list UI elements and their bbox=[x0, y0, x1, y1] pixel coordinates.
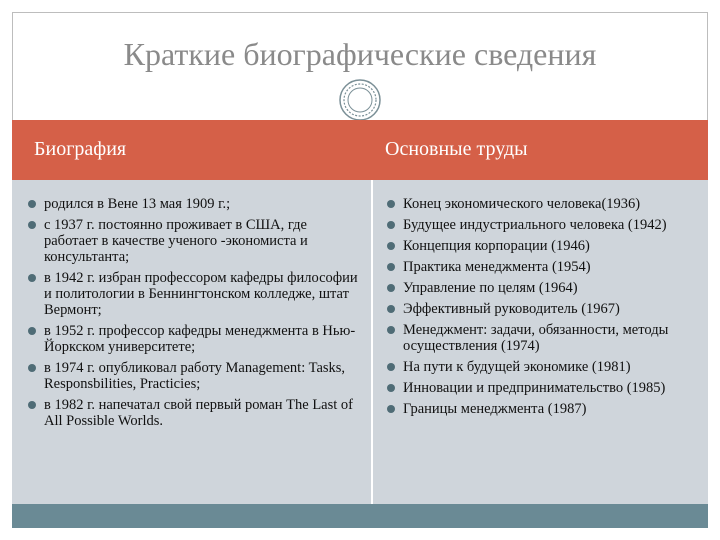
list-item: в 1982 г. напечатал свой первый роман The Last of All Possible Worlds. bbox=[28, 397, 360, 429]
bullet-icon bbox=[28, 221, 36, 229]
column-divider bbox=[371, 180, 373, 504]
list-item: Конец экономического человека(1936) bbox=[387, 196, 697, 212]
list-item: в 1974 г. опубликовал работу Management: Tasks, Responsbilities, Practicies; bbox=[28, 360, 360, 392]
biography-list bbox=[28, 196, 360, 434]
bullet-icon bbox=[387, 326, 395, 334]
list-item: в 1952 г. профессор кафедры менеджмента в Нью-Йоркском университете; bbox=[28, 323, 360, 355]
header-biography: Биография bbox=[34, 138, 127, 160]
bullet-icon bbox=[387, 263, 395, 271]
list-item: Будущее индустриального человека (1942) bbox=[387, 217, 697, 233]
list-item: Практика менеджмента (1954) bbox=[387, 259, 697, 275]
bullet-icon bbox=[387, 363, 395, 371]
circle-ornament-icon bbox=[338, 78, 382, 122]
bullet-icon bbox=[387, 200, 395, 208]
bullet-icon bbox=[387, 242, 395, 250]
bullet-icon bbox=[28, 327, 36, 335]
list-item: родился в Вене 13 мая 1909 г.; bbox=[28, 196, 360, 212]
list-item: Границы менеджмента (1987) bbox=[387, 401, 697, 417]
list-item: Эффективный руководитель (1967) bbox=[387, 301, 697, 317]
bullet-icon bbox=[28, 200, 36, 208]
bullet-icon bbox=[387, 384, 395, 392]
list-item: Управление по целям (1964) bbox=[387, 280, 697, 296]
header-main-works: Основные труды bbox=[385, 138, 528, 160]
list-item: Менеджмент: задачи, обязанности, методы осуществления (1974) bbox=[387, 322, 697, 354]
table-body bbox=[12, 180, 708, 504]
bullet-icon bbox=[387, 221, 395, 229]
bullet-icon bbox=[387, 405, 395, 413]
list-item: Инновации и предпринимательство (1985) bbox=[387, 380, 697, 396]
bullet-icon bbox=[387, 284, 395, 292]
bullet-icon bbox=[28, 401, 36, 409]
slide-title: Краткие биографические сведения bbox=[123, 36, 597, 72]
list-item: Концепция корпорации (1946) bbox=[387, 238, 697, 254]
bullet-icon bbox=[28, 364, 36, 372]
list-item: с 1937 г. постоянно проживает в США, где работает в качестве ученого -экономиста и консультанта; bbox=[28, 217, 360, 265]
bullet-icon bbox=[387, 305, 395, 313]
list-item: На пути к будущей экономике (1981) bbox=[387, 359, 697, 375]
bullet-icon bbox=[28, 274, 36, 282]
list-item: в 1942 г. избран профессором кафедры философии и политологии в Беннингтонском колледже, штат Вермонт; bbox=[28, 270, 360, 318]
slide-footer-bar bbox=[12, 504, 708, 528]
table-header bbox=[12, 120, 708, 180]
works-list bbox=[387, 196, 697, 422]
